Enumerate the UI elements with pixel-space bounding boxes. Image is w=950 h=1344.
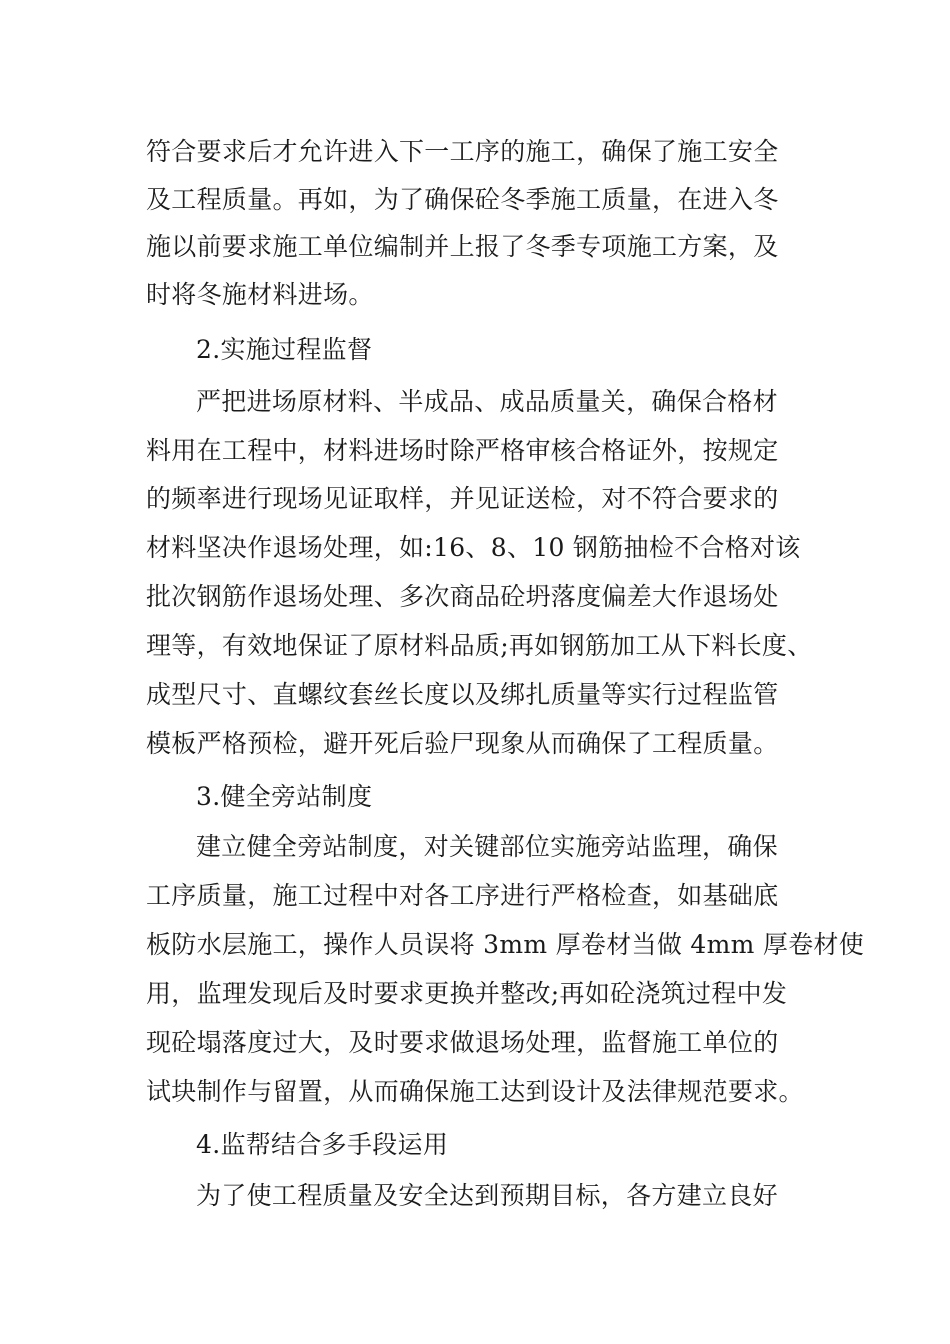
paragraph-line: 料用在工程中，材料进场时除严格审核合格证外，按规定 — [146, 436, 779, 465]
paragraph-line: 时将冬施材料进场。 — [146, 280, 374, 309]
paragraph-line: 板防水层施工，操作人员误将 3mm 厚卷材当做 4mm 厚卷材使 — [146, 930, 865, 959]
paragraph-line: 材料坚决作退场处理，如:16、8、10 钢筋抽检不合格对该 — [146, 533, 801, 562]
paragraph-line: 试块制作与留置，从而确保施工达到设计及法律规范要求。 — [146, 1077, 804, 1106]
paragraph-line: 严把进场原材料、半成品、成品质量关，确保合格材 — [196, 387, 778, 416]
paragraph-line: 模板严格预检，避开死后验尸现象从而确保了工程质量。 — [146, 729, 779, 758]
section-heading: 4.监帮结合多手段运用 — [196, 1130, 449, 1159]
paragraph-line: 为了使工程质量及安全达到预期目标，各方建立良好 — [196, 1181, 778, 1210]
paragraph-line: 成型尺寸、直螺纹套丝长度以及绑扎质量等实行过程监管 — [146, 680, 779, 709]
paragraph-line: 施以前要求施工单位编制并上报了冬季专项施工方案，及 — [146, 232, 779, 261]
paragraph-line: 批次钢筋作退场处理、多次商品砼坍落度偏差大作退场处 — [146, 582, 779, 611]
section-heading: 3.健全旁站制度 — [196, 782, 373, 811]
paragraph-line: 符合要求后才允许进入下一工序的施工，确保了施工安全 — [146, 137, 779, 166]
paragraph-line: 及工程质量。再如，为了确保砼冬季施工质量，在进入冬 — [146, 185, 779, 214]
paragraph-line: 用，监理发现后及时要求更换并整改;再如砼浇筑过程中发 — [146, 979, 788, 1008]
paragraph-line: 建立健全旁站制度，对关键部位实施旁站监理，确保 — [196, 832, 778, 861]
section-heading: 2.实施过程监督 — [196, 335, 373, 364]
paragraph-line: 的频率进行现场见证取样，并见证送检，对不符合要求的 — [146, 484, 779, 513]
paragraph-line: 理等，有效地保证了原材料品质;再如钢筋加工从下料长度、 — [146, 631, 813, 660]
paragraph-line: 工序质量，施工过程中对各工序进行严格检查，如基础底 — [146, 881, 779, 910]
paragraph-line: 现砼塌落度过大，及时要求做退场处理，监督施工单位的 — [146, 1028, 779, 1057]
